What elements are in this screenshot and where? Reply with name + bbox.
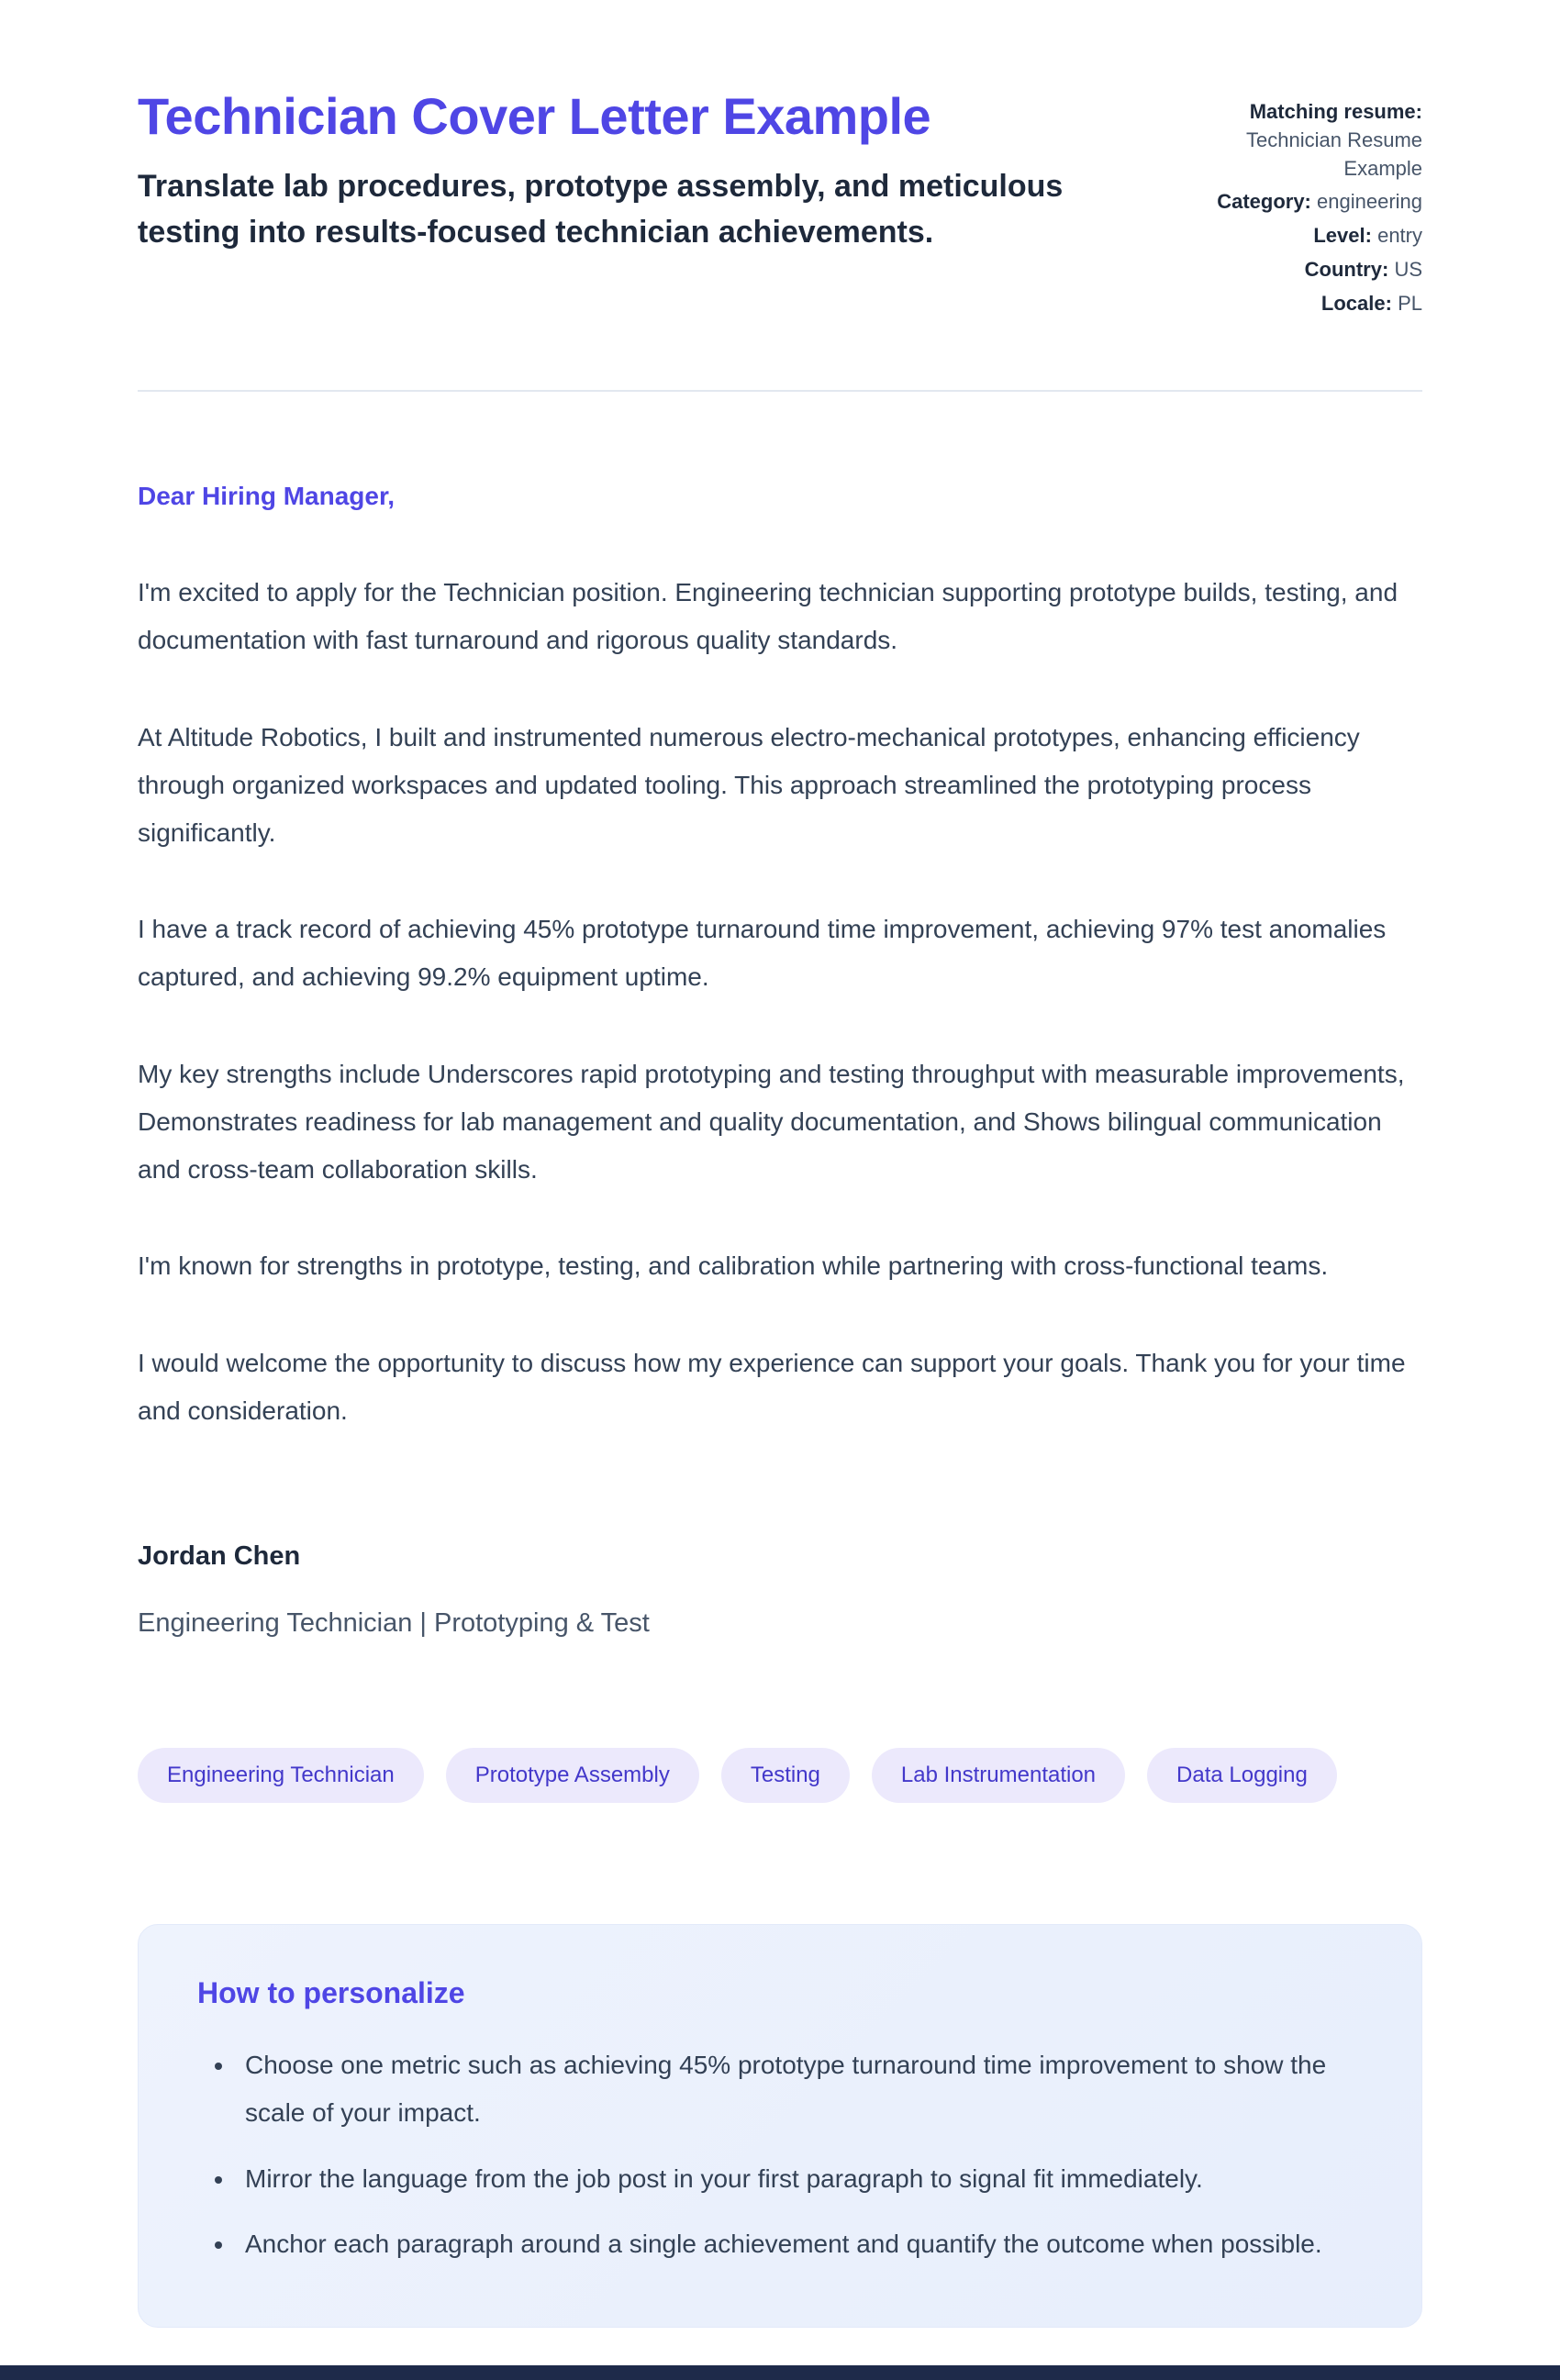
meta-value: US <box>1394 257 1422 281</box>
content-container <box>138 0 1422 2365</box>
tip-item: • Mirror the language from the job post in your first paragraph to signal fit immediately. <box>236 2155 1363 2203</box>
letter-paragraph: I have a track record of achieving 45% prototype turnaround time improvement, achieving 97% test anomalies captured, and achieving 99.2% equipment uptime. <box>138 915 1387 992</box>
tip-item: • Anchor each paragraph around a single achievement and quantify the outcome when possible. <box>236 2220 1363 2268</box>
tag-engineering-technician[interactable]: Engineering Technician <box>138 1748 424 1803</box>
header <box>138 87 1422 324</box>
tag-lab-instrumentation[interactable]: Lab Instrumentation <box>872 1748 1125 1803</box>
tag-data-logging[interactable]: Data Logging <box>1147 1748 1337 1803</box>
meta-label: Category: <box>1217 190 1311 214</box>
meta-label: Country: <box>1304 257 1389 281</box>
personalize-card <box>138 1924 1422 2328</box>
letter-paragraph: I'm excited to apply for the Technician position. Engineering technician supporting prototype builds, testing, and documentation with fast turnaround and rigorous quality standards. <box>138 578 1398 655</box>
meta-item-category <box>1191 188 1422 217</box>
letter-paragraph: I would welcome the opportunity to discuss how my experience can support your goals. Thank you for your time and consideration. <box>138 1349 1406 1425</box>
signature-role: Engineering Technician | Prototyping & Test <box>138 1608 650 1639</box>
header-left <box>138 87 1110 324</box>
footer-bar <box>0 2365 1560 2380</box>
letter-paragraph: I'm known for strengths in prototype, testing, and calibration while partnering with cross-functional teams. <box>138 1251 1329 1281</box>
salutation: Dear Hiring Manager, <box>138 481 396 510</box>
meta-label: Level: <box>1313 224 1372 248</box>
personalize-tip-list <box>197 2041 1363 2268</box>
tip-item: • Choose one metric such as achieving 45% prototype turnaround time improvement to show the scale of your impact. <box>236 2041 1363 2137</box>
signature-name: Jordan Chen <box>138 1540 301 1571</box>
meta-item-locale <box>1191 290 1422 318</box>
meta-label: Matching resume: <box>1249 100 1422 123</box>
meta-panel <box>1191 87 1422 324</box>
tag-testing[interactable]: Testing <box>721 1748 850 1803</box>
meta-label: Locale: <box>1320 291 1392 315</box>
meta-item-level <box>1191 222 1422 250</box>
personalize-title: How to personalize <box>197 1976 465 2010</box>
tag-list <box>138 1748 1422 1803</box>
meta-value: Technician Resume Example <box>1246 128 1422 180</box>
tag-prototype-assembly[interactable]: Prototype Assembly <box>446 1748 699 1803</box>
page-title: Technician Cover Letter Example <box>138 87 931 145</box>
meta-value: entry <box>1377 224 1422 248</box>
letter-paragraph: My key strengths include Underscores rapid prototyping and testing throughput with measurable improvements, Demonstrates readiness for lab management and quality documentation, and Shows bilingual communication and cross-team collaboration skills. <box>138 1059 1405 1184</box>
cover-letter-body <box>138 473 1422 1649</box>
letter-paragraph: At Altitude Robotics, I built and instrumented numerous electro-mechanical prototypes, enhancing efficiency through organized workspaces and updated tooling. This approach streamlined the prototyping process significantly. <box>138 722 1360 847</box>
page-subtitle: Translate lab procedures, prototype assembly, and meticulous testing into results-focused technician achievements. <box>138 169 1064 250</box>
meta-value: engineering <box>1317 190 1422 214</box>
meta-item-matching-resume <box>1191 98 1422 183</box>
divider <box>138 390 1422 392</box>
meta-value: PL <box>1398 291 1422 315</box>
meta-item-country <box>1191 256 1422 284</box>
